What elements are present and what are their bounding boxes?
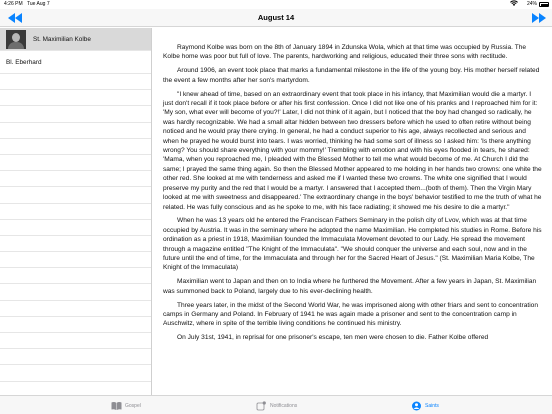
empty-list-row (0, 220, 151, 236)
empty-list-row (0, 333, 151, 349)
empty-list-row (0, 349, 151, 365)
next-day-button[interactable] (530, 11, 548, 25)
biography-paragraph: Raymond Kolbe was born on the 8th of January 1894 in Zdunska Wola, which at that time was occupied by Russia. The Kolbe home was poor but full of love. The parents, hardworking and religious, educated their three sons with rectitude. (163, 44, 527, 61)
battery-percent: 24% (526, 1, 537, 7)
tab-saints-label: Saints (425, 403, 439, 409)
book-icon (111, 401, 122, 411)
empty-list-row (0, 123, 151, 139)
empty-list-row (0, 187, 151, 203)
saint-biography[interactable] (153, 28, 552, 395)
empty-list-row (0, 90, 151, 106)
navigation-bar (0, 9, 552, 27)
saint-list-item-maximilian-kolbe[interactable] (0, 28, 151, 51)
empty-list-row (0, 365, 151, 381)
status-time: 4:26 PM (4, 1, 23, 7)
empty-list-row (0, 204, 151, 220)
biography-paragraph: Maximilian went to Japan and then on to India where he furthered the Movement. After a few years in Japan, St. Maximilian was summoned back to Poland, largely due to his ever-declining health. (163, 278, 537, 295)
tab-notifications-label: Notifications (270, 403, 298, 409)
notifications-icon (256, 401, 267, 411)
status-bar (0, 0, 552, 9)
empty-list-row (0, 155, 151, 171)
biography-paragraph: On July 31st, 1941, in reprisal for one prisoner's escape, ten men were chosen to die. Father Kolbe offered (177, 334, 489, 342)
saint-person-icon (411, 401, 422, 411)
page-title: August 14 (257, 13, 295, 22)
empty-list-row (0, 301, 151, 317)
tab-bar (0, 395, 552, 414)
tab-gospel-label: Gospel (125, 403, 141, 409)
biography-paragraph: "I knew ahead of time, based on an extraordinary event that took place in his infancy, that Maximilian would die a martyr. I just don't recall if it took place before or after his first confession. Once I did not like one of his pranks and I reproached him for it: 'My son, what ever will become of you?!' Later, I did not think of it again, but I noticed that the boy had changed so radically, he was hardly recognizable. We had a small altar hidden between two dressers before which he used to often retire without being noticed and he would pray there crying. In general, he had a conduct superior to his age, always recollected and serious and when he prayed he would burst into tears. I was worried, thinking he had some sort of illness so I asked him: 'Is there anything wrong? You should share everything with your mommy!' Trembling with emotion and with his eyes flooded in tears, he shared: 'Mama, when you reproached me, I pleaded with the Blessed Mother to tell me what would become of me. At Church I did the same; I prayed the same thing again. So then the Blessed Mother appeared to me holding in her hands two crowns: one white the other red. She looked at me with tenderness and asked me if I wanted these two crowns. The white one signified that I would preserve my purity and the red that I would be a martyr. I answered that I accepted them...(both of them). Then the Virgin Mary looked at me with sweetness and disappeared.' The extraordinary change in the boys' behavior testified to me the truth of what he related. He was fully conscious and as he spoke to me, with his face radiating; it showed me his desire to die a martyr." (163, 90, 542, 211)
saint-name-label: St. Maximilian Kolbe (33, 36, 91, 43)
biography-paragraph: Around 1906, an event took place that marks a fundamental milestone in the life of the young boy. His mother herself related the event a few months after her son's martyrdom. (163, 67, 540, 84)
saint-portrait-thumbnail (6, 30, 26, 49)
empty-list-row (0, 284, 151, 300)
forward-double-arrow-icon (530, 11, 548, 25)
empty-list-row (0, 171, 151, 187)
empty-list-row (0, 106, 151, 122)
empty-list-row (0, 236, 151, 252)
battery-icon (539, 2, 549, 7)
biography-paragraph: Three years later, in the midst of the Second World War, he was imprisoned along with other friars and sent to concentration camps in Germany and Poland. In February of 1941 he was again made a prisoner and sent to the concentration camp in Auschwitz, where in spite of the terrible living conditions he continued his ministry. (163, 301, 539, 328)
empty-list-row (0, 139, 151, 155)
status-date: Tue Aug 7 (27, 1, 50, 7)
biography-paragraph: When he was 13 years old he entered the Franciscan Fathers Seminary in the polish city of Lvov, which was at that time occupied by Austria. It was in the seminary where he adopted the name Maximilian. He completed his studies in Rome. Before his ordination as a priest in 1918, Maximilian founded the Immaculata Movement devoted to our Lady. He spread the movement through a magazine entitled "The Knight of the Immaculata". "We should conquer the universe and each soul, now and in the future until the end of time, for the Immaculata and through her for the Sacred Heart of Jesus." (St. Maximilian Maria Kolbe, The Knight of the Immaculata) (163, 217, 542, 272)
saint-list-item-eberhard[interactable] (0, 51, 151, 74)
empty-list-row (0, 74, 151, 90)
empty-list-row (0, 252, 151, 268)
saints-list (0, 28, 152, 395)
empty-list-row (0, 317, 151, 333)
saint-name-label: Bl. Eberhard (6, 59, 42, 66)
empty-list-row (0, 268, 151, 284)
